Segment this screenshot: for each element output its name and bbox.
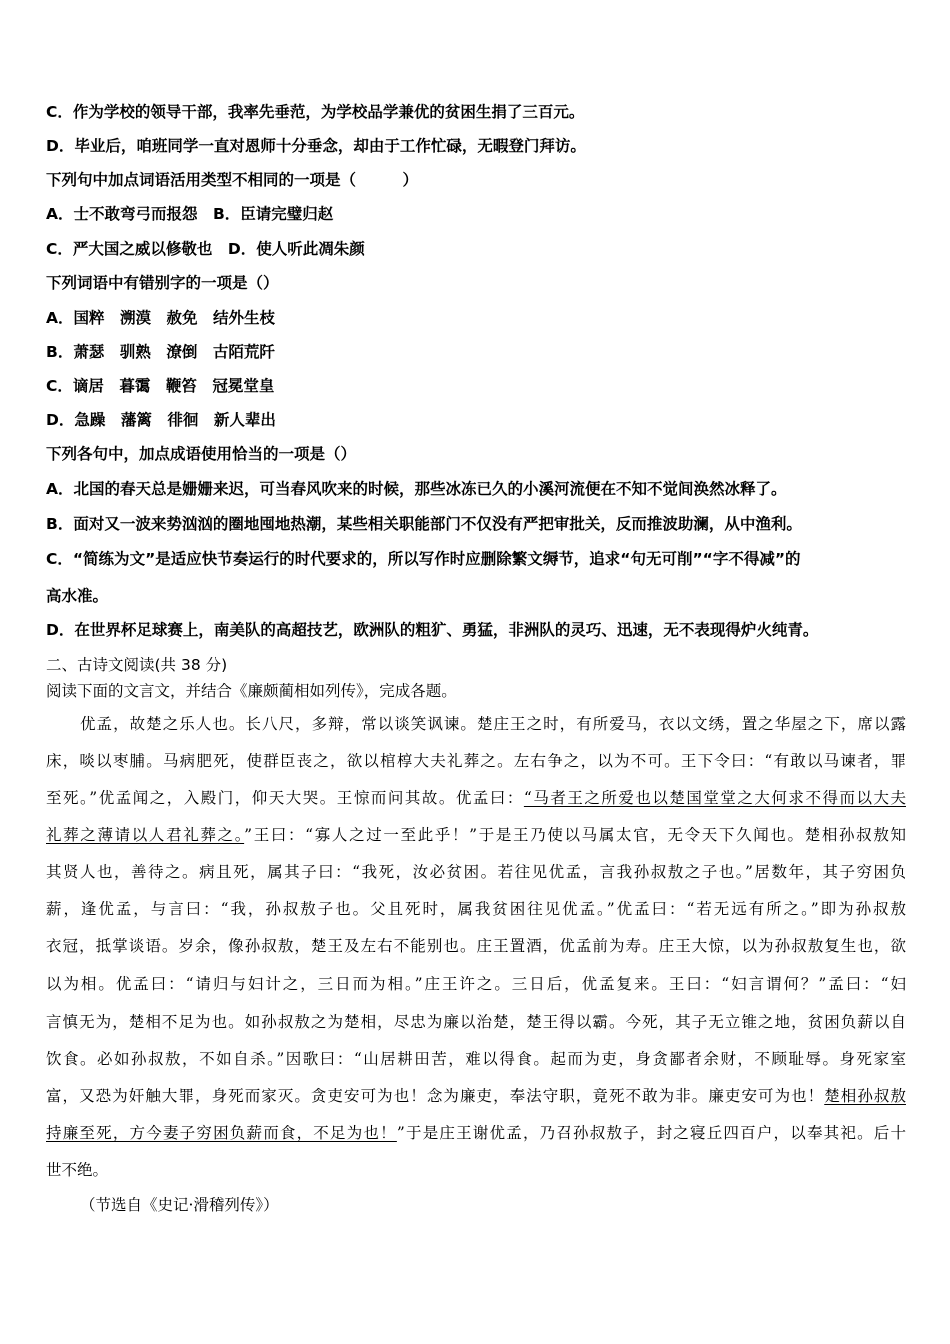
passage-line-11: [46, 1086, 906, 1106]
question-3-option-c: C．谪居 暮霭 鞭笞 冠冕堂皇: [46, 377, 275, 395]
question-4-option-d: D．在世界杯足球赛上，南美队的高超技艺，欧洲队的粗犷、勇猛，非洲队的灵巧、迅速，无不表现得炉火纯青。: [46, 621, 819, 639]
question-2-stem: 下列句中加点词语活用类型不相同的一项是（ ）: [46, 171, 419, 189]
question-2-options-ab: A．士不敢弯弓而报怨 B．臣请完璧归赵: [46, 205, 334, 223]
question-3-stem: 下列词语中有错别字的一项是（）: [46, 274, 279, 292]
passage-line-13: 世不绝。: [46, 1161, 109, 1179]
question-4-option-a: A．北国的春天总是姗姗来迟，可当春风吹来的时候，那些冰冻已久的小溪河流便在不知不觉间涣然冰释了。: [46, 480, 787, 498]
passage-line-8: 以为相。优孟曰：“请归与妇计之，三日而为相。”庄王许之。三日后，优孟复来。王曰：“妇言谓何？”孟曰：“妇: [46, 975, 906, 993]
passage-line-12: [46, 1123, 906, 1143]
question-1-option-c: C．作为学校的领导干部，我率先垂范，为学校品学兼优的贫困生捐了三百元。: [46, 103, 585, 121]
question-3-option-d: D．急躁 藩篱 徘徊 新人辈出: [46, 411, 276, 429]
question-4-option-c-line-2: 高水准。: [46, 587, 109, 605]
question-1-option-d: D．毕业后，咱班同学一直对恩师十分垂念，却由于工作忙碌，无暇登门拜访。: [46, 137, 586, 155]
passage-line-2: 床，啖以枣脯。马病肥死，使群臣丧之，欲以棺椁大夫礼葬之。左右争之，以为不可。王下令曰：“有敢以马谏者，罪: [46, 752, 906, 770]
question-3-option-a: A．国粹 溯漠 赦免 结外生枝: [46, 309, 275, 327]
passage-line-3: [46, 788, 906, 808]
question-4-stem: 下列各句中，加点成语使用恰当的一项是（）: [46, 445, 357, 463]
question-4-option-c-line-1: C．“简练为文”是适应快节奏运行的时代要求的，所以写作时应删除繁文缛节，追求“句无可削”“字不得减”的: [46, 550, 801, 568]
underlined-sentence-2-part-2: 持廉至死，方今妻子穷困负薪而食，不足为也！: [46, 1124, 397, 1142]
passage-line-5: 其贤人也，善待之。病且死，属其子曰：“我死，汝必贫困。若往见优孟，言我孙叔敖之子也。”居数年，其子穷困负: [46, 863, 906, 881]
question-4-option-b: B．面对又一波来势汹汹的圈地囤地热潮，某些相关职能部门不仅没有严把审批关，反而推波助澜，从中渔利。: [46, 515, 802, 533]
section-instruction: 阅读下面的文言文，并结合《廉颇蔺相如列传》，完成各题。: [46, 682, 457, 700]
passage-line-4: [46, 825, 906, 845]
passage-line-11-text: 富，又恐为奸触大罪，身死而家灭。贪吏安可为也！念为廉吏，奉法守职，竟死不敢为非。廉吏安可为也！: [46, 1087, 825, 1105]
question-2-options-cd: C．严大国之威以修敬也 D．使人听此凋朱颜: [46, 240, 365, 258]
passage-line-12-text: ”于是庄王谢优孟，乃召孙叔敖子，封之寝丘四百户，以奉其祀。后十: [396, 1124, 906, 1142]
underlined-sentence-2-part-1: 楚相孙叔敖: [824, 1087, 906, 1105]
section-heading: 二、古诗文阅读(共 38 分): [46, 656, 228, 674]
passage-source: （节选自《史记·滑稽列传》）: [80, 1196, 279, 1214]
passage-line-4-text: ”王曰：“寡人之过一至此乎！”于是王乃使以马属太官，无令天下久闻也。楚相孙叔敖知: [244, 826, 906, 844]
underlined-sentence-1-part-2: 礼葬之薄请以人君礼葬之。: [46, 826, 245, 844]
passage-line-6: 薪，逢优孟，与言曰：“我，孙叔敖子也。父且死时，属我贫困往见优孟。”优孟曰：“若无远有所之。”即为孙叔敖: [46, 900, 906, 918]
passage-line-7: 衣冠，抵掌谈语。岁余，像孙叔敖，楚王及左右不能别也。庄王置酒，优孟前为寿。庄王大惊，以为孙叔敖复生也，欲: [46, 937, 906, 955]
passage-line-9: 言慎无为，楚相不足为也。如孙叔敖之为楚相，尽忠为廉以治楚，楚王得以霸。今死，其子无立锥之地，贫困负薪以自: [46, 1013, 906, 1031]
passage-line-3-text: 至死。”优孟闻之，入殿门，仰天大哭。王惊而问其故。优孟曰：: [46, 789, 524, 807]
question-3-option-b: B．萧瑟 驯熟 潦倒 古陌荒阡: [46, 343, 275, 361]
passage-line-1: 优孟，故楚之乐人也。长八尺，多辩，常以谈笑讽谏。楚庄王之时，有所爱马，衣以文绣，置之华屋之下，席以露: [80, 715, 906, 733]
underlined-sentence-1-part-1: “马者王之所爱也以楚国堂堂之大何求不得而以大夫: [523, 789, 906, 807]
passage-line-10: 饮食。必如孙叔敖，不如自杀。”因歌曰：“山居耕田苦，难以得食。起而为吏，身贪鄙者余财，不顾耻辱。身死家室: [46, 1050, 906, 1068]
